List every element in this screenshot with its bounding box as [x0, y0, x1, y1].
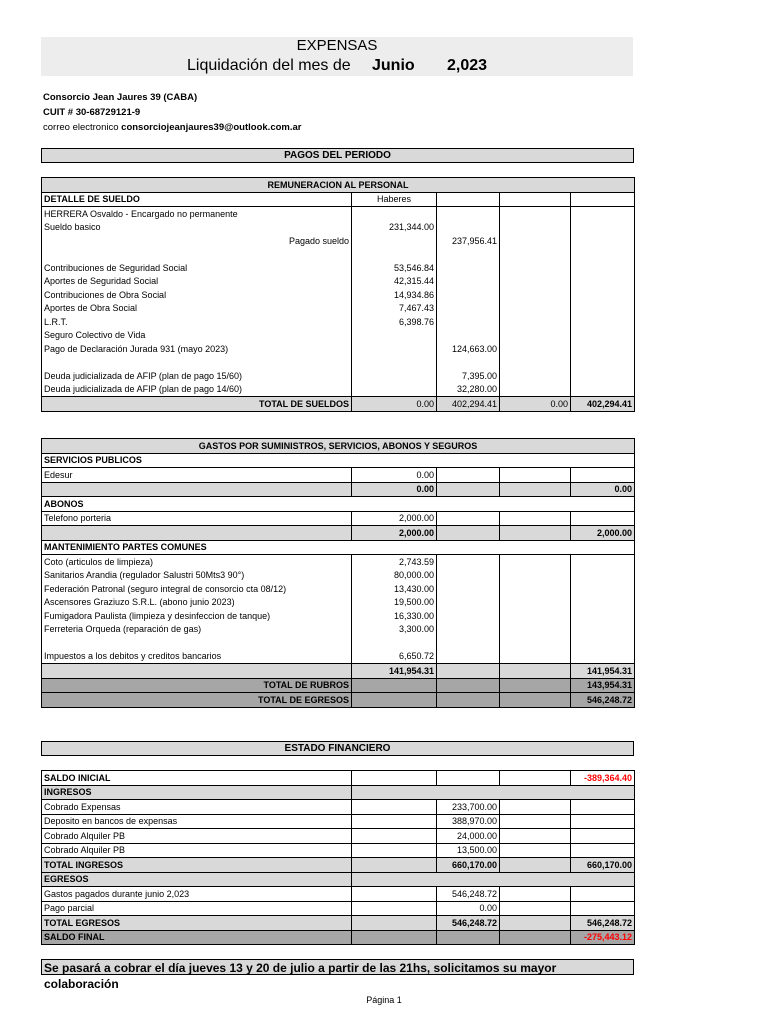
email-label: correo electronico [43, 122, 119, 133]
remun-item-col3 [437, 315, 500, 329]
liquidacion-year: 2,023 [447, 57, 488, 74]
remun-item-col3 [437, 288, 500, 302]
total-sueldos-label: TOTAL DE SUELDOS [42, 397, 352, 412]
saldo-inicial-label: SALDO INICIAL [42, 771, 352, 786]
remun-item-haberes: 14,934.86 [352, 288, 437, 302]
remun-item-haberes: 6,398.76 [352, 315, 437, 329]
consorcio-email-line [43, 121, 301, 134]
document-title: EXPENSAS [296, 37, 378, 54]
telefono-label: Telefono porteria [42, 511, 352, 526]
total-ingresos-final: 660,170.00 [571, 858, 635, 873]
saldo-inicial-value: -389,364.40 [571, 771, 635, 786]
pagado-sueldo-label: Pagado sueldo [42, 234, 352, 248]
liquidacion-month: Junio [372, 57, 415, 74]
detalle-sueldo-label: DETALLE DE SUELDO [42, 192, 352, 207]
mantenimiento-item-value: 13,430.00 [352, 582, 437, 596]
remun-item-label: Contribuciones de Seguridad Social [42, 261, 352, 275]
mantenimiento-item-label: Coto (articulos de limpieza) [42, 555, 352, 569]
ingreso-value: 233,700.00 [437, 800, 500, 815]
remun-item-col3 [437, 275, 500, 289]
mantenimiento-item-label: Sanitarios Arandia (regulador Salustri 50Mts3 90°) [42, 569, 352, 583]
abonos-subtotal: 2,000.00 [352, 526, 437, 541]
consorcio-name: Consorcio Jean Jaures 39 (CABA) [43, 92, 198, 103]
telefono-value: 2,000.00 [352, 511, 437, 526]
egreso-value: 0.00 [437, 901, 500, 916]
remun-item-col3: 124,663.00 [437, 342, 500, 356]
remun-item-label: Pago de Declaración Jurada 931 (mayo 2023) [42, 342, 352, 356]
total-egresos-ef-value: 546,248.72 [437, 916, 500, 931]
egreso-label: Pago parcial [42, 901, 352, 916]
remun-item-col3 [437, 329, 500, 343]
remun-item-haberes: 7,467.43 [352, 302, 437, 316]
email-value: consorciojeanjaures39@outlook.com.ar [121, 122, 302, 133]
consorcio-cuit: CUIT # 30-68729121-9 [43, 107, 141, 118]
ingreso-label: Cobrado Alquiler PB [42, 843, 352, 858]
ingreso-value: 24,000.00 [437, 829, 500, 844]
remun-item-haberes: 53,546.84 [352, 261, 437, 275]
deuda-label: Deuda judicializada de AFIP (plan de pago 15/60) [42, 369, 352, 383]
estado-financiero-title: ESTADO FINANCIERO [41, 741, 634, 756]
ingresos-label: INGRESOS [42, 785, 352, 800]
abonos-label: ABONOS [42, 497, 635, 512]
document-header [41, 37, 633, 76]
page-number: Página 1 [366, 995, 402, 1005]
servicios-subtotal: 0.00 [352, 482, 437, 497]
employee-name: HERRERA Osvaldo - Encargado no permanente [42, 207, 352, 221]
egreso-value: 546,248.72 [437, 887, 500, 902]
mantenimiento-subtotal: 141,954.31 [352, 664, 437, 679]
remuneracion-title: REMUNERACION AL PERSONAL [42, 178, 635, 193]
liquidacion-label: Liquidación del mes de [187, 57, 351, 74]
total-sueldos-col4: 402,294.41 [571, 397, 635, 412]
mantenimiento-item-value: 80,000.00 [352, 569, 437, 583]
impuestos-value: 6,650.72 [352, 650, 437, 664]
mantenimiento-item-value: 2,743.59 [352, 555, 437, 569]
total-ingresos-value: 660,170.00 [437, 858, 500, 873]
total-egresos-ef-label: TOTAL EGRESOS [42, 916, 352, 931]
servicios-publicos-label: SERVICIOS PUBLICOS [42, 453, 635, 468]
collection-notice: Se pasará a cobrar el día jueves 13 y 20 de julio a partir de las 21hs, solicitamos su mayor colaboración [41, 959, 634, 975]
ingreso-value: 13,500.00 [437, 843, 500, 858]
total-egresos-label: TOTAL DE EGRESOS [42, 693, 352, 708]
ingreso-label: Cobrado Expensas [42, 800, 352, 815]
total-sueldos-col3: 0.00 [500, 397, 571, 412]
total-ingresos-label: TOTAL INGRESOS [42, 858, 352, 873]
total-sueldos-col2: 402,294.41 [437, 397, 500, 412]
remun-item-col3 [437, 302, 500, 316]
servicios-total: 0.00 [571, 482, 635, 497]
impuestos-label: Impuestos a los debitos y creditos bancarios [42, 650, 352, 664]
total-rubros-value: 143,954.31 [571, 678, 635, 693]
remun-item-label: Seguro Colectivo de Vida [42, 329, 352, 343]
remun-item-label: L.R.T. [42, 315, 352, 329]
mantenimiento-item-label: Ferreteria Orqueda (reparación de gas) [42, 623, 352, 637]
ingreso-label: Cobrado Alquiler PB [42, 829, 352, 844]
estado-table [41, 770, 635, 945]
total-rubros-label: TOTAL DE RUBROS [42, 678, 352, 693]
mantenimiento-label: MANTENIMIENTO PARTES COMUNES [42, 540, 635, 555]
total-sueldos-col1: 0.00 [352, 397, 437, 412]
total-egresos-value: 546,248.72 [571, 693, 635, 708]
deuda-value: 7,395.00 [437, 369, 500, 383]
remuneracion-table [41, 177, 635, 412]
gastos-title: GASTOS POR SUMINISTROS, SERVICIOS, ABONOS Y SEGUROS [42, 439, 635, 454]
egresos-label: EGRESOS [42, 872, 352, 887]
ingreso-label: Deposito en bancos de expensas [42, 814, 352, 829]
remun-item-haberes [352, 329, 437, 343]
saldo-final-label: SALDO FINAL [42, 930, 352, 945]
mantenimiento-item-value: 3,300.00 [352, 623, 437, 637]
sueldo-basico-label: Sueldo basico [42, 221, 352, 235]
haberes-header: Haberes [352, 192, 437, 207]
remun-item-haberes [352, 342, 437, 356]
abonos-total: 2,000.00 [571, 526, 635, 541]
remun-item-col3 [437, 261, 500, 275]
saldo-final-value: -275,443.12 [571, 930, 635, 945]
mantenimiento-item-label: Fumigadora Paulista (limpieza y desinfeccion de tanque) [42, 609, 352, 623]
egreso-label: Gastos pagados durante junio 2,023 [42, 887, 352, 902]
remun-item-haberes: 42,315.44 [352, 275, 437, 289]
mantenimiento-item-value: 16,330.00 [352, 609, 437, 623]
remun-item-label: Aportes de Seguridad Social [42, 275, 352, 289]
deuda-value: 32,280.00 [437, 383, 500, 397]
sueldo-basico-value: 231,344.00 [352, 221, 437, 235]
deuda-label: Deuda judicializada de AFIP (plan de pago 14/60) [42, 383, 352, 397]
ingreso-value: 388,970.00 [437, 814, 500, 829]
edesur-label: Edesur [42, 468, 352, 483]
mantenimiento-item-value: 19,500.00 [352, 596, 437, 610]
remun-item-label: Contribuciones de Obra Social [42, 288, 352, 302]
remun-item-label: Aportes de Obra Social [42, 302, 352, 316]
total-egresos-ef-final: 546,248.72 [571, 916, 635, 931]
mantenimiento-total: 141,954.31 [571, 664, 635, 679]
mantenimiento-item-label: Ascensores Graziuzo S.R.L. (abono junio 2023) [42, 596, 352, 610]
pagos-del-periodo-title: PAGOS DEL PERIODO [41, 148, 634, 163]
gastos-table [41, 438, 635, 708]
edesur-value: 0.00 [352, 468, 437, 483]
pagado-sueldo-value: 237,956.41 [437, 234, 500, 248]
mantenimiento-item-label: Federación Patronal (seguro integral de consorcio cta 08/12) [42, 582, 352, 596]
